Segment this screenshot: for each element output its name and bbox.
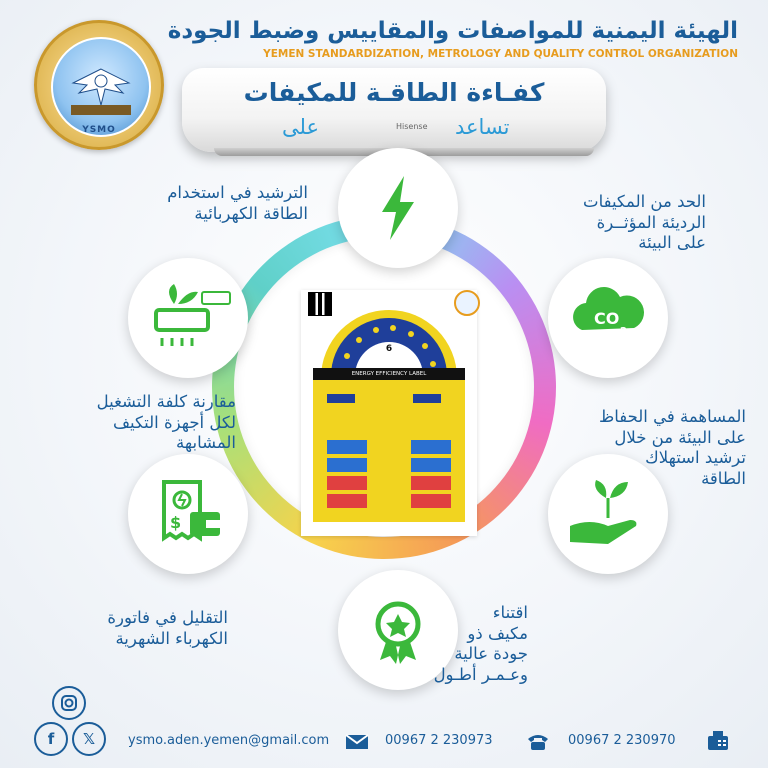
label-title-bar	[313, 368, 465, 380]
x-twitter-icon[interactable]: 𝕏	[72, 722, 106, 756]
label-power-box	[327, 494, 367, 508]
instagram-icon[interactable]	[52, 686, 86, 720]
ysmo-mini-logo-icon	[454, 290, 480, 316]
benefit-reduce-poor-ac: الحد من المكيفات الرديئة المؤثــرة على البيئة	[583, 192, 706, 253]
label-data-panel	[313, 380, 465, 522]
benefit-energy-rationalization: الترشيد في استخدام الطاقة الكهربائية	[167, 183, 308, 223]
svg-text:$: $	[170, 513, 182, 532]
label-cooling-box	[411, 440, 451, 454]
label-title-en: ENERGY EFFICIENCY LABEL	[351, 371, 427, 377]
label-value-box	[413, 394, 441, 403]
bubble-co2	[548, 258, 668, 378]
label-heating-box	[327, 476, 367, 490]
benefit-quality-ac: اقتناء مكيف ذو جودة عالية وعـمـر أطـول	[433, 603, 528, 684]
org-name-arabic: الهيئة اليمنية للمواصفات والمقاييس وضبط الجودة	[167, 18, 738, 44]
bubble-energy	[338, 148, 458, 268]
ysmo-logo	[34, 20, 164, 150]
contact-email[interactable]: ysmo.aden.yemen@gmail.com	[128, 733, 330, 748]
logo-emblem	[51, 37, 151, 137]
telephone-icon	[526, 731, 550, 751]
label-energy-box	[327, 458, 367, 472]
banner-title: كفـاءة الطاقـة للمكيفات	[243, 78, 545, 107]
contact-phone-1[interactable]: 00967 2 230973	[385, 733, 493, 748]
facebook-icon[interactable]: f	[34, 722, 68, 756]
contact-phone-2[interactable]: 00967 2 230970	[568, 733, 676, 748]
banner-subtitle-right: تساعد	[455, 115, 510, 139]
svg-text:CO: CO	[594, 309, 620, 328]
label-heating-box	[411, 476, 451, 490]
email-icon	[345, 734, 369, 750]
ac-brand: Hisense	[396, 122, 428, 131]
energy-label-card	[301, 290, 477, 536]
label-energy-box	[411, 458, 451, 472]
qr-code	[308, 292, 332, 316]
svg-text:2: 2	[620, 326, 627, 337]
banner-subtitle-left: على	[282, 115, 319, 139]
eco-ac-icon	[128, 258, 248, 378]
eagle-icon	[53, 39, 149, 135]
logo-acronym: YSMO	[82, 125, 116, 135]
fax-icon	[706, 730, 730, 752]
lightning-icon	[338, 148, 458, 268]
benefit-environment: المساهمة في الحفاظ على البيئة من خلال ترشيد استهلاك الطاقة	[598, 407, 746, 488]
org-name-english: YEMEN STANDARDIZATION, METROLOGY AND QUALITY CONTROL ORGANIZATION	[263, 48, 738, 60]
label-star-count: 6	[385, 344, 393, 354]
label-cooling-box	[327, 440, 367, 454]
bubble-bill	[128, 454, 248, 574]
bubble-eco-ac	[128, 258, 248, 378]
bill-wallet-icon	[128, 454, 248, 574]
benefit-reduce-bill: التقليل في فاتورة الكهرباء الشهرية	[107, 608, 228, 648]
label-power-box	[411, 494, 451, 508]
benefit-compare-cost: مقارنة كلفة التشغيل لكل أجهزة التكيف المشابهة	[96, 392, 236, 453]
label-value-box	[327, 394, 355, 403]
co2-cloud-icon	[548, 258, 668, 378]
